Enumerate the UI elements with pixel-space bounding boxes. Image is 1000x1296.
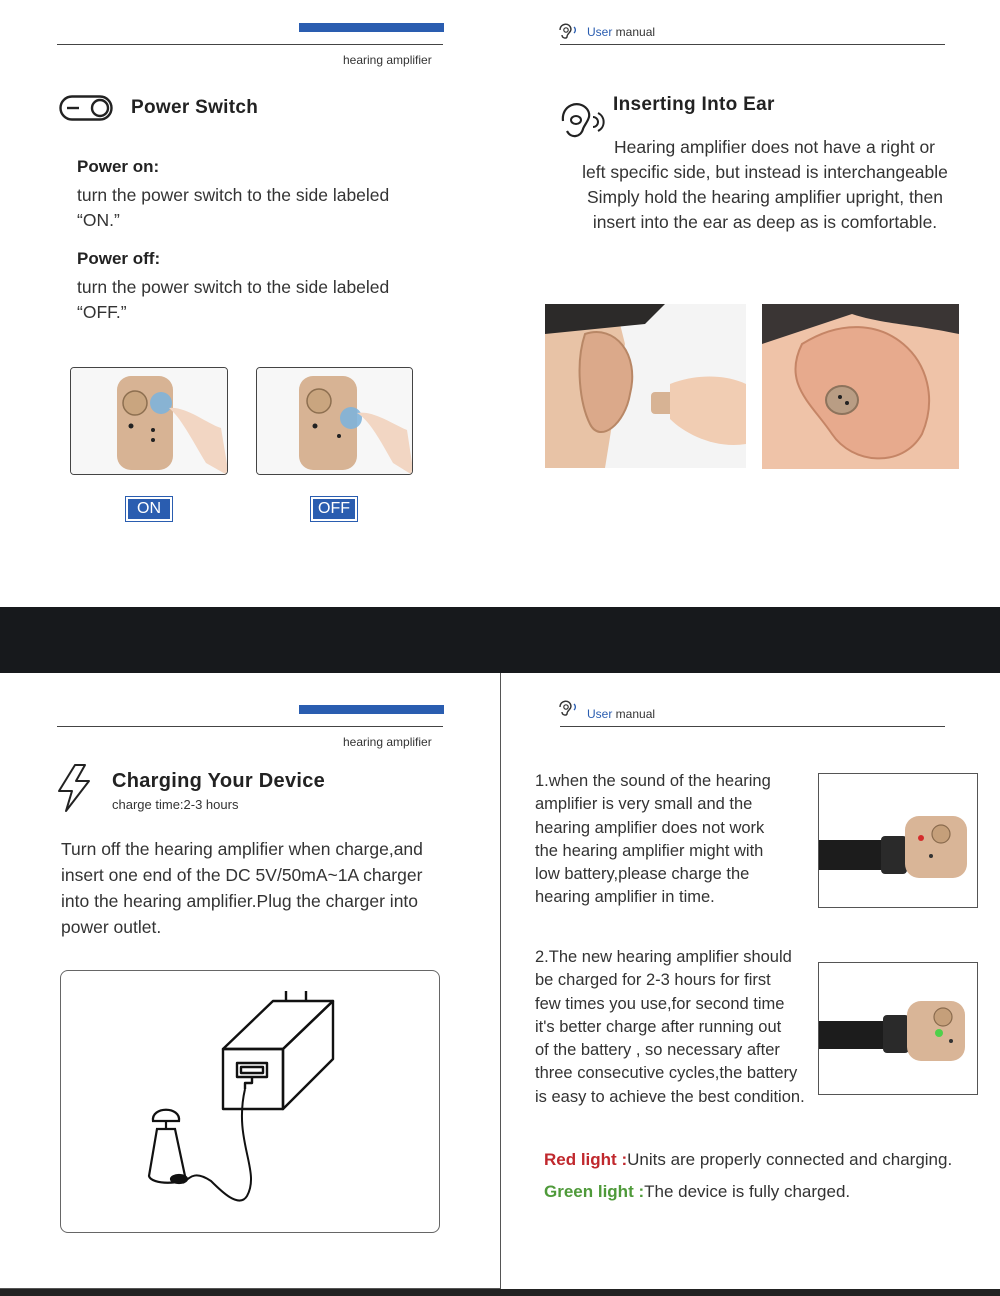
bottom-edge	[0, 1289, 1000, 1296]
first-charge-note	[535, 946, 820, 1109]
ear-logo-icon-2	[557, 697, 581, 717]
power-on-line2: “ON.”	[77, 210, 120, 230]
header-brand: User	[587, 25, 613, 39]
top-right-header	[587, 25, 655, 39]
charging-line-3: into the hearing amplifier.Plug the charger into	[61, 891, 419, 911]
power-off-block	[77, 249, 477, 325]
note2-line-1: 2.The new hearing amplifier should	[535, 948, 792, 966]
green-light-label: Green light :	[544, 1182, 645, 1201]
power-off-line2: “OFF.”	[77, 302, 127, 322]
device-off-image	[256, 367, 413, 475]
holding-device-photo	[545, 304, 746, 468]
power-toggle-icon	[59, 95, 113, 121]
top-left-header-rule	[57, 44, 443, 45]
charger-diagram	[60, 970, 440, 1233]
note2-line-3: few times you use,for second time	[535, 994, 785, 1013]
top-left-accent-bar	[299, 23, 444, 32]
ear-logo-icon	[557, 20, 581, 40]
charging-title: Charging Your Device	[112, 770, 326, 792]
bottom-right-header	[587, 707, 655, 721]
charging-line-2: insert one end of the DC 5V/50mA~1A charger	[61, 865, 423, 885]
charging-line-1: Turn off the hearing amplifier when charge,and	[61, 839, 423, 859]
on-tag: ON	[126, 497, 172, 521]
off-tag: OFF	[311, 497, 357, 521]
note2-line-4: it's better charge after running out	[535, 1017, 782, 1036]
note1-line-1: 1.when the sound of the hearing	[535, 772, 771, 790]
charging-red-light-photo	[818, 773, 978, 908]
note2-line-5: of the battery , so necessary after	[535, 1041, 780, 1060]
low-battery-note	[535, 770, 805, 910]
note1-line-5: low battery,please charge the	[535, 865, 750, 884]
bottom-left-header-label: hearing amplifier	[343, 735, 432, 749]
inserting-line-3: Simply hold the hearing amplifier upright, then	[586, 187, 944, 207]
note1-line-6: hearing amplifier in time.	[535, 888, 715, 907]
inserting-line-1: Hearing amplifier does not have a right or	[614, 137, 936, 157]
note2-line-6: three consecutive cycles,the battery	[535, 1064, 798, 1083]
power-on-block	[77, 157, 477, 233]
note1-line-3: hearing amplifier does not work	[535, 818, 765, 837]
inserting-line-4: insert into the ear as deep as is comfortable.	[592, 212, 938, 232]
note2-line-2: be charged for 2-3 hours for first	[535, 971, 771, 990]
lightning-icon	[55, 763, 93, 813]
inserting-title: Inserting Into Ear	[613, 94, 775, 115]
inserting-line-2: left specific side, but instead is interchangeable	[582, 162, 948, 182]
power-on-title: Power on:	[77, 157, 160, 176]
charging-green-light-photo	[818, 962, 978, 1095]
power-off-line1: turn the power switch to the side labeled	[77, 277, 390, 297]
bottom-left-header-rule	[57, 726, 443, 727]
charging-line-4: power outlet.	[61, 917, 162, 937]
header-rest-2: manual	[612, 707, 656, 721]
red-light-legend	[544, 1150, 952, 1170]
note1-line-4: the hearing amplifier might with	[535, 841, 764, 860]
green-light-legend	[544, 1182, 850, 1202]
top-left-header-label: hearing amplifier	[343, 53, 432, 67]
hearing-device-icon	[149, 1110, 187, 1183]
red-light-label: Red light :	[544, 1150, 628, 1169]
device-on-image	[70, 367, 228, 475]
divider-band	[0, 607, 1000, 673]
bottom-right-header-rule	[560, 726, 945, 727]
red-light-text: Units are properly connected and charging.	[627, 1150, 953, 1169]
green-light-text: The device is fully charged.	[644, 1182, 851, 1201]
charger-icon	[223, 991, 333, 1109]
note2-line-7: is easy to achieve the best condition.	[535, 1087, 805, 1106]
note1-line-2: amplifier is very small and the	[535, 795, 753, 814]
power-off-title: Power off:	[77, 249, 161, 268]
inserting-body	[570, 135, 960, 235]
power-switch-title: Power Switch	[131, 97, 259, 118]
top-right-header-rule	[560, 44, 945, 45]
device-in-ear-photo	[762, 304, 959, 469]
header-rest: manual	[612, 25, 656, 39]
charging-body	[61, 836, 491, 940]
power-on-line1: turn the power switch to the side labeled	[77, 185, 390, 205]
bottom-left-accent-bar	[299, 705, 444, 714]
charging-subtitle: charge time:2-3 hours	[112, 797, 239, 812]
header-brand-2: User	[587, 707, 613, 721]
